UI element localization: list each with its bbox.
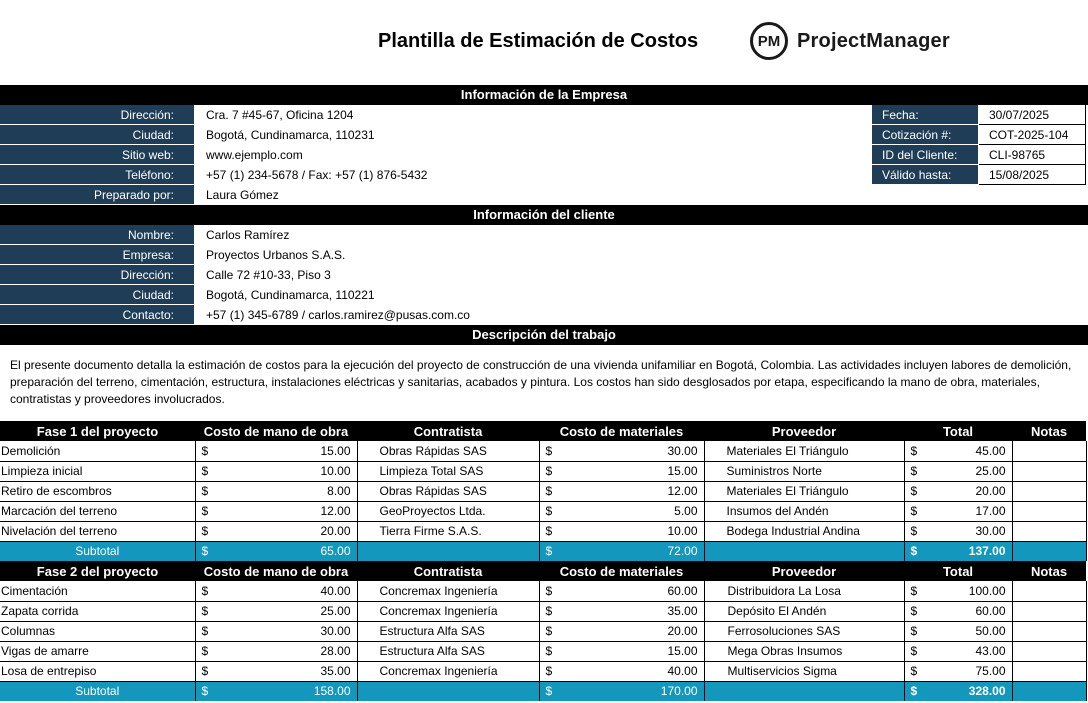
currency-symbol: $ — [201, 604, 209, 618]
currency-symbol: $ — [201, 544, 209, 559]
money-value — [546, 644, 698, 658]
amount: 75.00 — [975, 664, 1006, 678]
money-cell[interactable] — [904, 601, 1012, 621]
currency-symbol: $ — [910, 544, 918, 559]
currency-symbol: $ — [910, 464, 918, 478]
money-value — [202, 684, 351, 698]
amount: 25.00 — [975, 464, 1006, 478]
money-value — [911, 644, 1006, 658]
contractor-cell[interactable]: Limpieza Total SAS — [357, 461, 539, 481]
table-row — [0, 581, 1086, 601]
phase-table — [0, 421, 1087, 561]
money-value — [202, 484, 351, 498]
money-cell[interactable] — [539, 681, 704, 701]
amount: 17.00 — [975, 504, 1006, 518]
amount: 15.00 — [667, 644, 698, 658]
client-field-value[interactable]: +57 (1) 345-6789 / carlos.ramirez@pusas.com.co — [206, 308, 470, 322]
client-field-value[interactable]: Carlos Ramírez — [206, 228, 290, 242]
currency-symbol: $ — [545, 544, 553, 559]
notes-cell[interactable] — [1012, 621, 1086, 641]
amount: 60.00 — [975, 604, 1006, 618]
notes-cell[interactable] — [1012, 601, 1086, 621]
amount: 30.00 — [320, 624, 351, 638]
money-cell[interactable] — [904, 581, 1012, 601]
notes-cell[interactable] — [1012, 441, 1086, 461]
phase-header-row — [0, 561, 1086, 581]
company-field-label: Sitio web: — [0, 145, 194, 165]
currency-symbol: $ — [545, 484, 553, 498]
client-field-label: Contacto: — [0, 305, 194, 325]
money-value — [546, 624, 698, 638]
currency-symbol: $ — [910, 644, 918, 658]
supplier-cell[interactable]: Materiales El Triángulo — [704, 481, 904, 501]
client-field-value[interactable]: Proyectos Urbanos S.A.S. — [206, 248, 346, 262]
money-cell[interactable] — [539, 581, 704, 601]
column-header: Notas — [1012, 421, 1086, 441]
amount: 43.00 — [975, 644, 1006, 658]
currency-symbol: $ — [201, 644, 209, 658]
column-header: Costo de materiales — [539, 421, 704, 441]
task-cell[interactable]: Nivelación del terreno — [0, 521, 195, 541]
money-cell[interactable] — [539, 601, 704, 621]
money-cell[interactable] — [539, 661, 704, 681]
money-value — [546, 684, 698, 698]
column-header: Contratista — [357, 421, 539, 441]
contractor-cell[interactable]: Concremax Ingeniería — [357, 601, 539, 621]
pm-logo-icon: PM — [750, 22, 788, 60]
notes-cell[interactable] — [1012, 501, 1086, 521]
phase-table — [0, 561, 1087, 701]
currency-symbol: $ — [201, 524, 209, 538]
currency-symbol: $ — [910, 484, 918, 498]
company-section-header: Información de la Empresa — [0, 85, 1088, 105]
money-cell[interactable] — [904, 661, 1012, 681]
brand-name: ProjectManager — [797, 29, 950, 52]
phase-name: Fase 1 del proyecto — [0, 421, 195, 441]
currency-symbol: $ — [910, 624, 918, 638]
money-value — [202, 504, 351, 518]
money-value — [911, 504, 1006, 518]
money-value — [202, 644, 351, 658]
currency-symbol: $ — [545, 524, 553, 538]
currency-symbol: $ — [545, 624, 553, 638]
currency-symbol: $ — [201, 443, 209, 458]
work-description[interactable]: El presente documento detalla la estimación de costos para la ejecución del proyecto de construcción de una vivienda unifamiliar en Bogotá, Colombia. Las actividades incluyen labores de demolición, preparación del terreno, cimentación, estructura, instalaciones eléctricas y sanitarias, acabados y pintura. Los costos han sido desglosados por etapa, especificando la mano de obra, materiales, contratistas y proveedores involucrados. — [10, 358, 1072, 406]
supplier-cell[interactable]: Mega Obras Insumos — [704, 641, 904, 661]
money-cell[interactable] — [904, 501, 1012, 521]
money-cell[interactable] — [904, 621, 1012, 641]
currency-symbol: $ — [910, 583, 918, 598]
currency-symbol: $ — [545, 443, 553, 458]
company-field-value[interactable]: Cra. 7 #45-67, Oficina 1204 — [206, 108, 354, 122]
company-field-label: Preparado por: — [0, 185, 194, 205]
money-cell[interactable] — [195, 441, 357, 461]
amount: 10.00 — [320, 464, 351, 478]
subtotal-empty — [1012, 681, 1086, 701]
money-value — [202, 444, 351, 458]
money-cell[interactable] — [195, 621, 357, 641]
money-cell[interactable] — [539, 441, 704, 461]
money-value — [202, 464, 351, 478]
client-field-label: Empresa: — [0, 245, 194, 265]
money-value — [911, 524, 1006, 538]
money-value — [546, 524, 698, 538]
money-value — [546, 484, 698, 498]
amount: 20.00 — [320, 524, 351, 538]
client-field-value[interactable]: Calle 72 #10-33, Piso 3 — [206, 268, 331, 282]
amount: 328.00 — [968, 684, 1006, 699]
column-header: Total — [904, 421, 1012, 441]
money-value — [202, 544, 351, 558]
currency-symbol: $ — [545, 604, 553, 618]
currency-symbol: $ — [201, 504, 209, 518]
task-cell[interactable]: Retiro de escombros — [0, 481, 195, 501]
amount: 10.00 — [667, 524, 698, 538]
supplier-cell[interactable]: Materiales El Triángulo — [704, 441, 904, 461]
quote-field-value[interactable]: COT-2025-104 — [979, 125, 1086, 145]
task-cell[interactable]: Zapata corrida — [0, 601, 195, 621]
money-cell[interactable] — [195, 481, 357, 501]
supplier-cell[interactable]: Multiservicios Sigma — [704, 661, 904, 681]
contractor-cell[interactable]: GeoProyectos Ltda. — [357, 501, 539, 521]
money-value — [911, 464, 1006, 478]
notes-cell[interactable] — [1012, 521, 1086, 541]
currency-symbol: $ — [545, 684, 553, 699]
supplier-cell[interactable]: Distribuidora La Losa — [704, 581, 904, 601]
currency-symbol: $ — [201, 583, 209, 598]
client-section-header: Información del cliente — [0, 205, 1088, 225]
subtotal-empty — [357, 541, 539, 561]
task-cell[interactable]: Marcación del terreno — [0, 501, 195, 521]
column-header: Proveedor — [704, 421, 904, 441]
money-value — [911, 604, 1006, 618]
contractor-cell[interactable]: Estructura Alfa SAS — [357, 641, 539, 661]
money-cell[interactable] — [904, 641, 1012, 661]
subtotal-empty — [704, 681, 904, 701]
task-cell[interactable]: Demolición — [0, 441, 195, 461]
amount: 35.00 — [667, 604, 698, 618]
money-value — [911, 584, 1006, 598]
company-field-value[interactable]: Laura Gómez — [206, 188, 279, 202]
task-cell[interactable]: Columnas — [0, 621, 195, 641]
notes-cell[interactable] — [1012, 641, 1086, 661]
money-cell[interactable] — [195, 661, 357, 681]
phase-header-row — [0, 421, 1086, 441]
contractor-cell[interactable]: Tierra Firme S.A.S. — [357, 521, 539, 541]
company-field-label: Teléfono: — [0, 165, 194, 185]
contractor-cell[interactable]: Obras Rápidas SAS — [357, 441, 539, 461]
currency-symbol: $ — [910, 684, 918, 699]
contractor-cell[interactable]: Estructura Alfa SAS — [357, 621, 539, 641]
table-row — [0, 461, 1086, 481]
money-value — [911, 484, 1006, 498]
subtotal-empty — [1012, 541, 1086, 561]
money-value — [546, 504, 698, 518]
money-value — [911, 684, 1006, 698]
money-cell[interactable] — [195, 581, 357, 601]
money-cell[interactable] — [195, 641, 357, 661]
phase-name: Fase 2 del proyecto — [0, 561, 195, 581]
money-cell[interactable] — [539, 501, 704, 521]
task-cell[interactable]: Vigas de amarre — [0, 641, 195, 661]
money-cell[interactable] — [539, 621, 704, 641]
contractor-cell[interactable]: Concremax Ingeniería — [357, 581, 539, 601]
table-row — [0, 601, 1086, 621]
money-cell[interactable] — [539, 481, 704, 501]
column-header: Notas — [1012, 561, 1086, 581]
client-field-label: Nombre: — [0, 225, 194, 245]
amount: 15.00 — [667, 464, 698, 478]
table-row — [0, 521, 1086, 541]
company-field-label: Dirección: — [0, 105, 194, 125]
amount: 170.00 — [660, 684, 698, 699]
quote-field-label: Fecha: — [872, 105, 978, 125]
task-cell[interactable]: Losa de entrepiso — [0, 661, 195, 681]
currency-symbol: $ — [201, 664, 209, 678]
column-header: Costo de mano de obra — [195, 421, 357, 441]
contractor-cell[interactable]: Concremax Ingeniería — [357, 661, 539, 681]
money-value — [911, 444, 1006, 458]
money-value — [202, 624, 351, 638]
client-field-label: Ciudad: — [0, 285, 194, 305]
money-cell[interactable] — [539, 641, 704, 661]
currency-symbol: $ — [201, 464, 209, 478]
money-cell[interactable] — [904, 541, 1012, 561]
money-cell[interactable] — [195, 521, 357, 541]
notes-cell[interactable] — [1012, 461, 1086, 481]
amount: 40.00 — [320, 583, 351, 598]
company-field-value[interactable]: +57 (1) 234-5678 / Fax: +57 (1) 876-5432 — [206, 168, 428, 182]
company-field-value[interactable]: Bogotá, Cundinamarca, 110231 — [206, 128, 375, 142]
quote-field-value[interactable]: 15/08/2025 — [979, 165, 1086, 185]
money-value — [546, 544, 698, 558]
subtotal-empty — [704, 541, 904, 561]
currency-symbol: $ — [545, 664, 553, 678]
currency-symbol: $ — [545, 644, 553, 658]
task-cell[interactable]: Limpieza inicial — [0, 461, 195, 481]
money-cell[interactable] — [904, 441, 1012, 461]
money-value — [202, 664, 351, 678]
subtotal-row — [0, 541, 1086, 561]
subtotal-row — [0, 681, 1086, 701]
company-field-value[interactable]: www.ejemplo.com — [206, 148, 303, 162]
work-section-header: Descripción del trabajo — [0, 325, 1088, 345]
table-row — [0, 481, 1086, 501]
amount: 28.00 — [320, 644, 351, 658]
currency-symbol: $ — [545, 464, 553, 478]
currency-symbol: $ — [545, 504, 553, 518]
supplier-cell[interactable]: Depósito El Andén — [704, 601, 904, 621]
column-header: Total — [904, 561, 1012, 581]
money-cell[interactable] — [539, 461, 704, 481]
supplier-cell[interactable]: Ferrosoluciones SAS — [704, 621, 904, 641]
money-value — [546, 584, 698, 598]
currency-symbol: $ — [201, 624, 209, 638]
task-cell[interactable]: Cimentación — [0, 581, 195, 601]
money-cell[interactable] — [904, 521, 1012, 541]
money-value — [202, 584, 351, 598]
amount: 20.00 — [667, 624, 698, 638]
amount: 30.00 — [667, 443, 698, 458]
amount: 50.00 — [975, 624, 1006, 638]
currency-symbol: $ — [201, 684, 209, 699]
amount: 5.00 — [674, 504, 698, 518]
money-cell[interactable] — [195, 501, 357, 521]
currency-symbol: $ — [545, 583, 553, 598]
currency-symbol: $ — [910, 604, 918, 618]
amount: 65.00 — [320, 544, 351, 559]
supplier-cell[interactable]: Insumos del Andén — [704, 501, 904, 521]
page-title: Plantilla de Estimación de Costos — [378, 30, 699, 52]
quote-field-value[interactable]: CLI-98765 — [979, 145, 1086, 165]
table-row — [0, 501, 1086, 521]
money-cell[interactable] — [539, 521, 704, 541]
table-row — [0, 441, 1086, 461]
money-cell[interactable] — [904, 681, 1012, 701]
column-header: Costo de mano de obra — [195, 561, 357, 581]
money-value — [202, 604, 351, 618]
amount: 158.00 — [313, 684, 351, 699]
currency-symbol: $ — [910, 504, 918, 518]
table-row — [0, 641, 1086, 661]
supplier-cell[interactable]: Bodega Industrial Andina — [704, 521, 904, 541]
money-cell[interactable] — [904, 481, 1012, 501]
amount: 15.00 — [320, 443, 351, 458]
amount: 12.00 — [667, 484, 698, 498]
company-field-label: Ciudad: — [0, 125, 194, 145]
notes-cell[interactable] — [1012, 581, 1086, 601]
money-value — [911, 624, 1006, 638]
money-value — [911, 544, 1006, 558]
amount: 12.00 — [320, 504, 351, 518]
table-row — [0, 621, 1086, 641]
amount: 60.00 — [667, 583, 698, 598]
column-header: Costo de materiales — [539, 561, 704, 581]
amount: 45.00 — [975, 443, 1006, 458]
currency-symbol: $ — [910, 524, 918, 538]
money-cell[interactable] — [195, 541, 357, 561]
supplier-cell[interactable]: Suministros Norte — [704, 461, 904, 481]
contractor-cell[interactable]: Obras Rápidas SAS — [357, 481, 539, 501]
money-value — [202, 524, 351, 538]
money-cell[interactable] — [195, 681, 357, 701]
table-row — [0, 661, 1086, 681]
currency-symbol: $ — [910, 664, 918, 678]
amount: 8.00 — [327, 484, 351, 498]
column-header: Contratista — [357, 561, 539, 581]
notes-cell[interactable] — [1012, 481, 1086, 501]
quote-field-label: Cotización #: — [872, 125, 978, 145]
quote-field-value[interactable]: 30/07/2025 — [979, 105, 1086, 125]
amount: 100.00 — [968, 583, 1006, 598]
amount: 35.00 — [320, 664, 351, 678]
subtotal-label: Subtotal — [0, 681, 195, 701]
amount: 137.00 — [968, 544, 1006, 559]
amount: 25.00 — [320, 604, 351, 618]
quote-field-label: Válido hasta: — [872, 165, 978, 185]
money-value — [911, 664, 1006, 678]
currency-symbol: $ — [201, 484, 209, 498]
subtotal-label: Subtotal — [0, 541, 195, 561]
amount: 30.00 — [975, 524, 1006, 538]
currency-symbol: $ — [910, 443, 918, 458]
client-field-value[interactable]: Bogotá, Cundinamarca, 110221 — [206, 288, 375, 302]
money-cell[interactable] — [539, 541, 704, 561]
money-value — [546, 664, 698, 678]
client-field-label: Dirección: — [0, 265, 194, 285]
money-cell[interactable] — [195, 461, 357, 481]
notes-cell[interactable] — [1012, 661, 1086, 681]
amount: 40.00 — [667, 664, 698, 678]
subtotal-empty — [357, 681, 539, 701]
money-cell[interactable] — [904, 461, 1012, 481]
brand-logo — [750, 22, 950, 60]
money-value — [546, 444, 698, 458]
money-value — [546, 604, 698, 618]
amount: 72.00 — [667, 544, 698, 559]
column-header: Proveedor — [704, 561, 904, 581]
money-cell[interactable] — [195, 601, 357, 621]
amount: 20.00 — [975, 484, 1006, 498]
money-value — [546, 464, 698, 478]
quote-field-label: ID del Cliente: — [872, 145, 978, 165]
